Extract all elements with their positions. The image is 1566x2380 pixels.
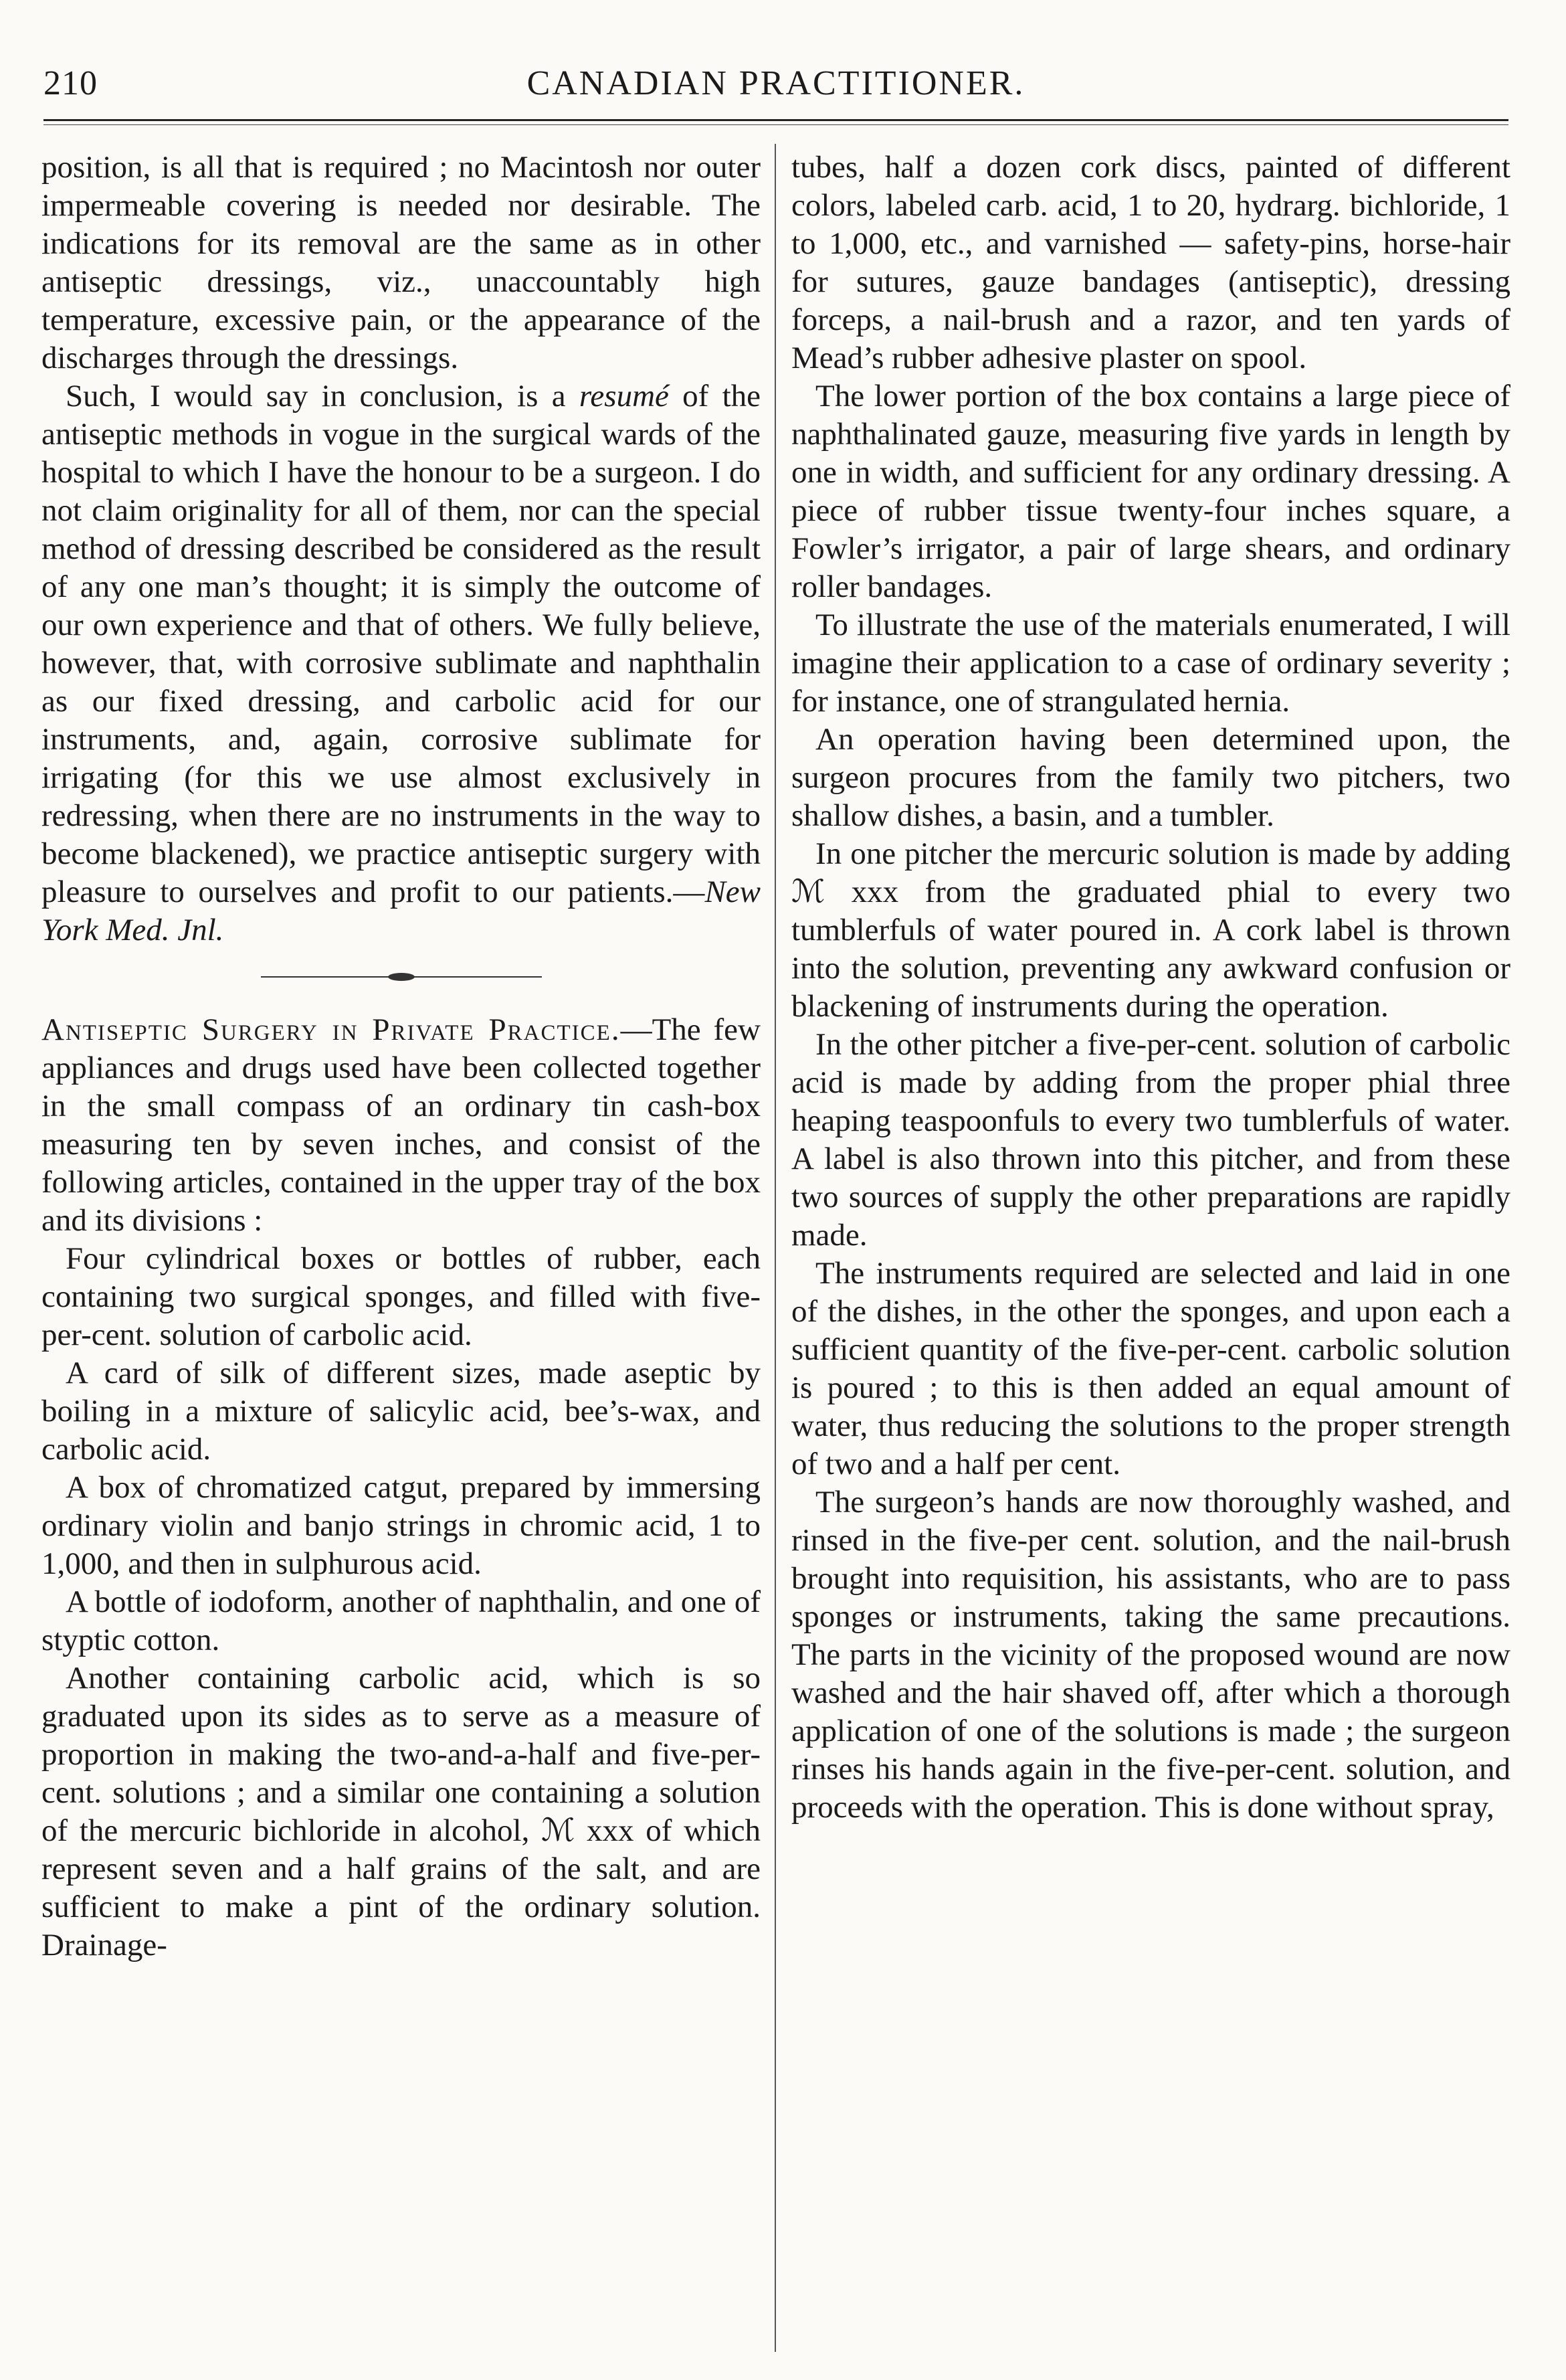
page-number: 210	[43, 64, 98, 102]
right-column	[791, 149, 1510, 1827]
left-paragraph-5: A card of silk of different sizes, made aseptic by boiling in a mixture of salicylic acid, bee’s-wax, and carbolic acid.	[41, 1356, 761, 1467]
left-paragraph-2	[41, 377, 761, 949]
left-paragraph-7: A bottle of iodoform, another of naphthalin, and one of styptic cotton.	[41, 1584, 761, 1657]
section-text: —The few appliances and drugs used have been collected together in the small compass of an ordinary tin cash-box measuring ten by seven inches, and consist of the following articles, contained in the upper tray of the box and its divisions :	[41, 1012, 761, 1238]
left-paragraph-4: Four cylindrical boxes or bottles of rubber, each containing two surgical sponges, and filled with five-per-cent. solution of carbolic acid.	[41, 1241, 761, 1352]
right-paragraph-2: The lower portion of the box contains a large piece of naphthalinated gauze, measuring five yards in length by one in width, and sufficient for any ordinary dressing. A piece of rubber tissue twenty-four inches square, a Fowler’s irrigator, a pair of large shears, and ordinary roller bandages.	[791, 379, 1510, 604]
source-citation: New York Med. Jnl.	[41, 875, 761, 947]
right-paragraph-6: In the other pitcher a five-per-cent. solution of carbolic acid is made by adding from the proper phial three heaping teaspoonfuls to every two tumblerfuls of water. A label is also thrown into this pitcher, and from these two sources of supply the other preparations are rapidly made.	[791, 1027, 1510, 1253]
header-rule	[43, 119, 1508, 121]
left-paragraph-1: position, is all that is required ; no Macintosh nor outer impermeable covering is needed nor desirable. The indications for its removal are the same as in other antiseptic dressings, viz., unaccountably high temperature, excessive pain, or the appearance of the discharges through the dressings.	[41, 150, 761, 375]
right-paragraph-7: The instruments required are selected and laid in one of the dishes, in the other the sponges, and upon each a sufficient quantity of the five-per-cent. carbolic solution is poured ; to this is then added an equal amount of water, thus reducing the solutions to the proper strength of two and a half per cent.	[791, 1256, 1510, 1481]
section-paragraph	[41, 1011, 761, 1240]
left-paragraph-6: A box of chromatized catgut, prepared by immersing ordinary violin and banjo strings in chromic acid, 1 to 1,000, and then in sulphurous acid.	[41, 1470, 761, 1581]
section-title: Antiseptic Surgery in Private Practice.	[41, 1012, 621, 1047]
left-paragraph-8: Another containing carbolic acid, which is so graduated upon its sides as to serve as a measure of proportion in making the two-and-a-half and five-per-cent. solutions ; and a similar one containing a solution of the mercuric bichloride in alcohol, ℳ xxx of which represent seven and a half grains of the salt, and are sufficient to make a pint of the ordinary solution. Drainage-	[41, 1661, 761, 1962]
left-paragraph-2-text-a: Such, I would say in conclusion, is a	[66, 379, 579, 414]
journal-title: CANADIAN PRACTITIONER.	[526, 64, 1025, 102]
column-divider	[775, 144, 776, 2352]
left-paragraph-2-italic: resumé	[579, 379, 669, 414]
left-paragraph-2-text-b: of the antiseptic methods in vogue in the surgical wards of the hospital to which I have the honour to be a surgeon. I do not claim originality for all of them, nor can the special method of dressing described be considered as the result of any one man’s thought; it is simply the outcome of our own experience and that of others. We fully believe, however, that, with corrosive sublimate and naphthalin as our fixed dressing, and carbolic acid for our instruments, and, again, corrosive sublimate for irrigating (for this we use almost exclusively in redressing, when there are no instruments in the way to become blackened), we practice antiseptic surgery with pleasure to ourselves and profit to our patients.—	[41, 379, 761, 909]
header-rule-thin	[43, 124, 1508, 125]
right-paragraph-8: The surgeon’s hands are now thoroughly washed, and rinsed in the five-per cent. solution, and the nail-brush brought into requisition, his assistants, who are to pass sponges or instruments, taking the same precautions. The parts in the vicinity of the proposed wound are now washed and the hair shaved off, after which a thorough application of one of the solutions is made ; the surgeon rinses his hands again in the five-per-cent. solution, and proceeds with the operation. This is done without spray,	[791, 1485, 1510, 1825]
page-header	[43, 57, 1508, 110]
right-paragraph-4: An operation having been determined upon, the surgeon procures from the family two pitchers, two shallow dishes, a basin, and a tumbler.	[791, 722, 1510, 833]
left-column	[41, 149, 761, 1964]
section-separator	[261, 976, 542, 978]
right-paragraph-1: tubes, half a dozen cork discs, painted of different colors, labeled carb. acid, 1 to 20, hydrarg. bichloride, 1 to 1,000, etc., and varnished — safety-pins, horse-hair for sutures, gauze bandages (antiseptic), dressing forceps, a nail-brush and a razor, and ten yards of Mead’s rubber adhesive plaster on spool.	[791, 150, 1510, 375]
right-paragraph-5: In one pitcher the mercuric solution is made by adding ℳ xxx from the graduated phial to every two tumblerfuls of water poured in. A cork label is thrown into the solution, preventing any awkward confusion or blackening of instruments during the operation.	[791, 836, 1510, 1024]
right-paragraph-3: To illustrate the use of the materials enumerated, I will imagine their application to a case of ordinary severity ; for instance, one of strangulated hernia.	[791, 608, 1510, 719]
